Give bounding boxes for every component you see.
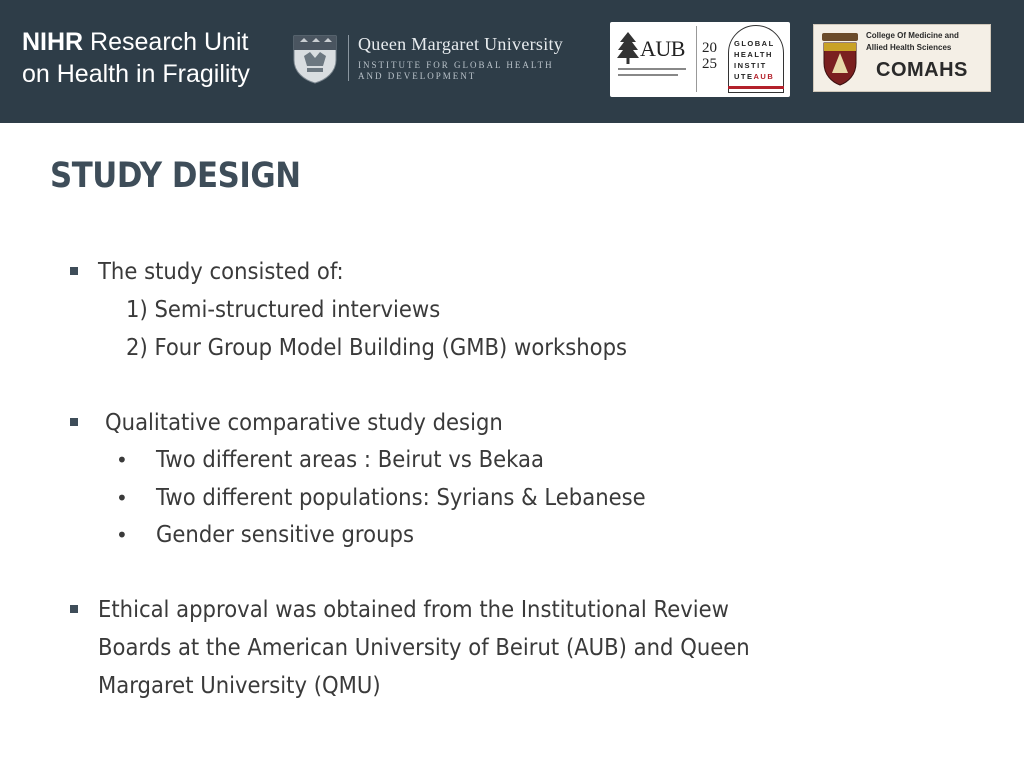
section3-line-1: Ethical approval was obtained from the Institutional Review [98,597,729,623]
nihr-line1: Research Unit [83,28,249,56]
aub-gh-line2: HEALTH [734,50,773,59]
qmu-name: Queen Margaret University [358,34,564,54]
aub-name: AUB [640,36,685,61]
bullet-dot-icon: • [116,448,128,472]
section2-item-1: Two different areas : Beirut vs Bekaa [156,447,544,473]
section3-line-2: Boards at the American University of Beirut (AUB) and Queen [98,635,750,661]
aub-gh-line1: GLOBAL [734,39,775,48]
bullet-dot-icon: • [116,523,128,547]
comahs-line1: College Of Medicine and [866,31,959,40]
qmu-sub1: INSTITUTE FOR GLOBAL HEALTH [358,60,554,70]
nihr-bold: NIHR [22,28,84,56]
section1-item-2: 2) Four Group Model Building (GMB) workshops [126,335,628,361]
section1-item-1: 1) Semi-structured interviews [126,297,441,323]
aub-gh-ute: UTE [734,72,754,81]
section2-item-2: Two different populations: Syrians & Lebanese [156,485,646,511]
aub-year-top: 20 [702,40,717,56]
qmu-sub2: AND DEVELOPMENT [358,71,477,81]
section3-line-3: Margaret University (QMU) [98,673,381,699]
aub-year-bottom: 25 [702,56,717,72]
bullet-square-icon [70,267,78,275]
section2-intro: Qualitative comparative study design [105,410,503,436]
bullet-square-icon [70,605,78,613]
comahs-name: COMAHS [876,59,968,81]
bullet-dot-icon: • [116,486,128,510]
aub-gh-aub: AUB [753,72,775,81]
slide-title: STUDY DESIGN [50,156,301,196]
section1-intro: The study consisted of: [98,259,344,285]
section2-item-3: Gender sensitive groups [156,522,414,548]
bullet-square-icon [70,418,78,426]
comahs-line2: Allied Health Sciences [866,43,952,52]
nihr-line2: on Health in Fragility [22,60,250,88]
aub-gh-line3: INSTIT [734,61,767,70]
